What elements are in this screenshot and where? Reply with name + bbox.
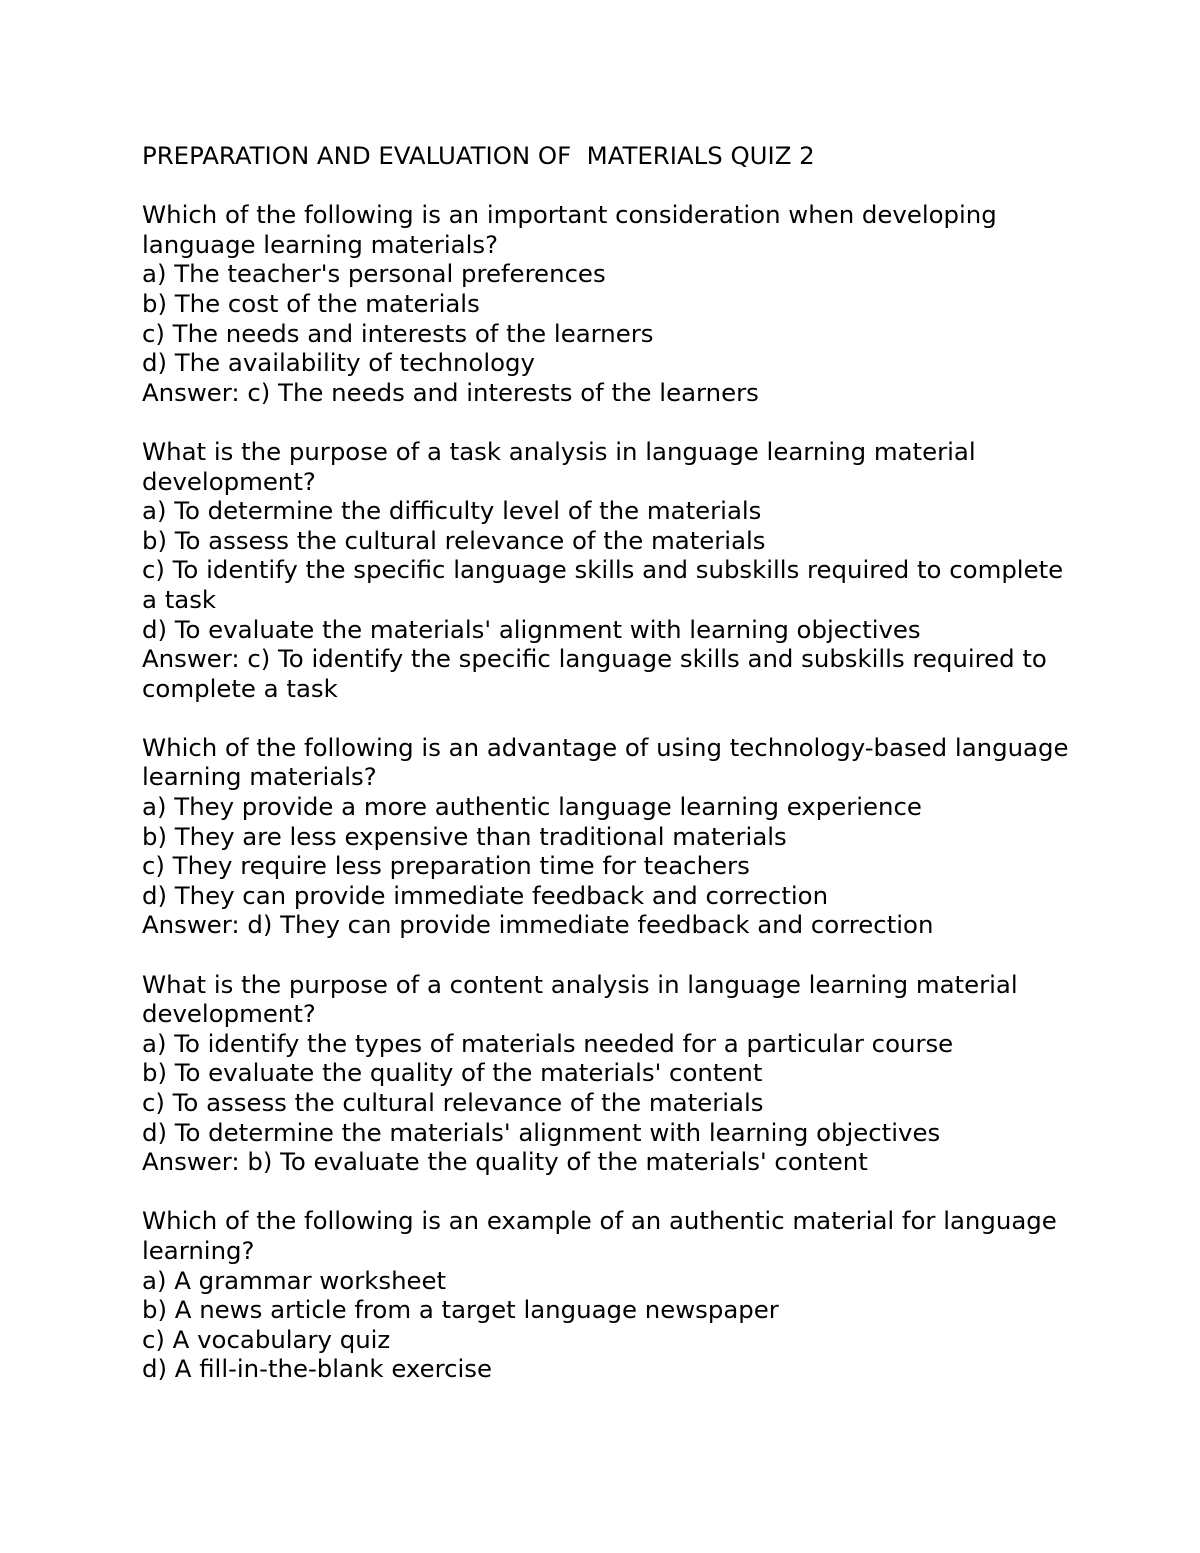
answer-line: Answer: c) The needs and interests of the learners bbox=[142, 377, 759, 407]
option-d: d) A fill-in-the-blank exercise bbox=[142, 1354, 492, 1384]
option-b: b) A news article from a target language newspaper bbox=[142, 1295, 779, 1325]
page-title: PREPARATION AND EVALUATION OF MATERIALS QUIZ 2 bbox=[142, 141, 815, 170]
option-c: c) A vocabulary quiz bbox=[142, 1324, 391, 1354]
question-5 bbox=[142, 1206, 1082, 1384]
question-prompt: Which of the following is an important consideration when developing language learning materials? bbox=[142, 200, 1005, 259]
question-1 bbox=[142, 200, 1082, 407]
answer-line: Answer: c) To identify the specific language skills and subskills required to complete a task bbox=[142, 644, 1055, 703]
question-prompt: What is the purpose of a task analysis in language learning material development? bbox=[142, 436, 984, 496]
option-list bbox=[142, 1266, 1082, 1384]
option-a: a) The teacher's personal preferences bbox=[142, 259, 606, 289]
option-a: a) To identify the types of materials needed for a particular course bbox=[142, 1028, 954, 1058]
answer-line: Answer: b) To evaluate the quality of the materials' content bbox=[142, 1147, 868, 1177]
question-3 bbox=[142, 733, 1082, 940]
question-prompt: What is the purpose of a content analysis in language learning material development? bbox=[142, 969, 1026, 1029]
question-2 bbox=[142, 437, 1082, 703]
option-c: c) They require less preparation time for teachers bbox=[142, 851, 750, 881]
option-list bbox=[142, 1029, 1082, 1147]
question-prompt: Which of the following is an example of an authentic material for language learning? bbox=[142, 1206, 1065, 1265]
question-4 bbox=[142, 970, 1082, 1177]
option-c: c) To assess the cultural relevance of the materials bbox=[142, 1088, 764, 1117]
option-d: d) To determine the materials' alignment with learning objectives bbox=[142, 1117, 941, 1147]
option-b: b) To assess the cultural relevance of the materials bbox=[142, 525, 766, 555]
option-a: a) To determine the difficulty level of the materials bbox=[142, 496, 762, 526]
document-body bbox=[142, 141, 1082, 1384]
option-list bbox=[142, 259, 1082, 377]
option-list bbox=[142, 496, 1082, 644]
option-c: c) The needs and interests of the learners bbox=[142, 318, 654, 348]
option-b: b) They are less expensive than traditional materials bbox=[142, 821, 787, 851]
option-b: b) The cost of the materials bbox=[142, 288, 480, 318]
question-prompt: Which of the following is an advantage of using technology-based language learning materials? bbox=[142, 732, 1077, 792]
option-d: d) To evaluate the materials' alignment with learning objectives bbox=[142, 614, 921, 644]
option-a: a) They provide a more authentic language learning experience bbox=[142, 792, 922, 822]
option-d: d) The availability of technology bbox=[142, 348, 535, 378]
option-b: b) To evaluate the quality of the materials' content bbox=[142, 1058, 763, 1088]
answer-line: Answer: d) They can provide immediate feedback and correction bbox=[142, 910, 934, 940]
option-c: c) To identify the specific language skills and subskills required to complete a task bbox=[142, 555, 1071, 614]
option-list bbox=[142, 792, 1082, 910]
option-a: a) A grammar worksheet bbox=[142, 1265, 447, 1295]
option-d: d) They can provide immediate feedback and correction bbox=[142, 880, 829, 910]
